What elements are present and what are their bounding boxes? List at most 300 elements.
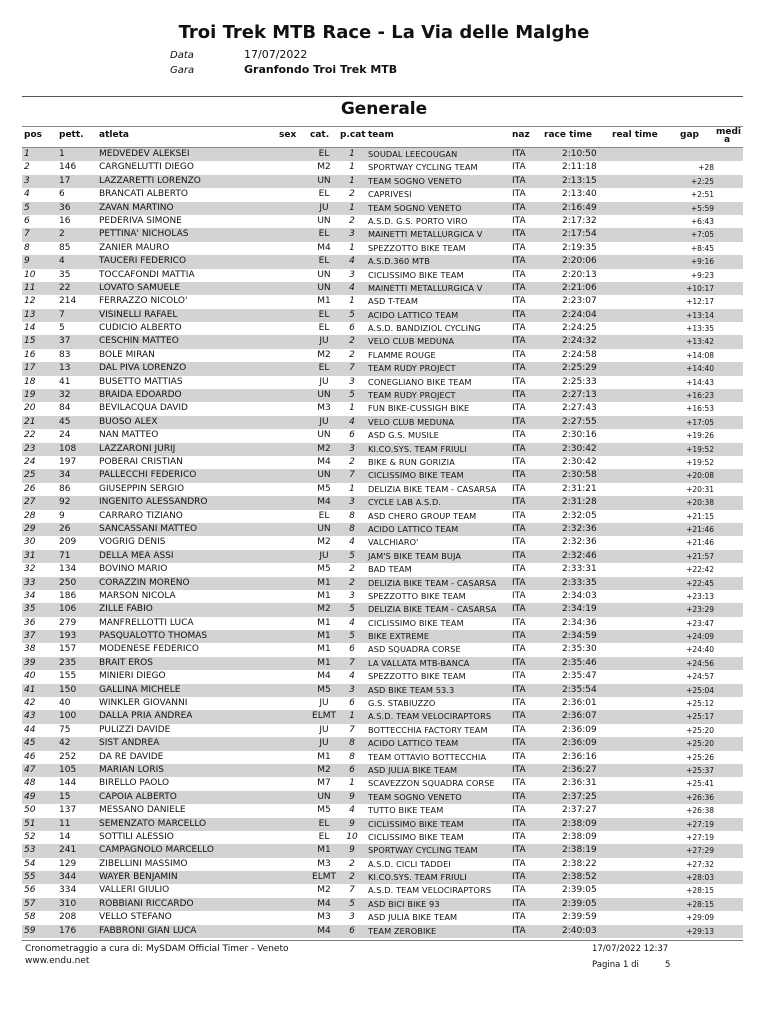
table-row: [22, 362, 743, 375]
row-category: M1: [317, 577, 331, 588]
row-category-rank: 6: [349, 644, 355, 655]
row-bib: 241: [59, 845, 77, 856]
row-team: MAINETTI METALLURGICA V: [368, 282, 483, 293]
row-gap: +21:46: [686, 524, 714, 534]
row-category-rank: 2: [349, 456, 355, 467]
row-category: EL: [318, 149, 330, 159]
table-row: [22, 443, 743, 456]
row-race-time: 2:34:36: [562, 617, 597, 628]
row-athlete: GIUSEPPIN SERGIO: [99, 483, 185, 494]
table-row: [22, 148, 743, 161]
table-row: [22, 603, 743, 616]
row-nation: ITA: [512, 296, 526, 307]
row-category-rank: 1: [349, 162, 355, 173]
row-gap: +23:47: [686, 618, 714, 628]
row-nation: ITA: [512, 215, 526, 226]
row-gap: +28:15: [686, 899, 714, 909]
table-row: [22, 777, 743, 790]
col-naz: naz: [512, 130, 530, 140]
row-category: JU: [319, 550, 329, 561]
row-pos: 57: [24, 898, 36, 909]
row-athlete: BEVILACQUA DAVID: [99, 403, 188, 414]
row-race-time: 2:37:25: [562, 791, 597, 802]
row-nation: ITA: [512, 202, 526, 213]
row-athlete: SOTTILI ALESSIO: [99, 831, 174, 842]
row-team: CICLISSIMO BIKE TEAM: [368, 470, 464, 481]
row-category: UN: [317, 523, 331, 534]
row-nation: ITA: [512, 805, 526, 816]
row-athlete: LOVATO SAMUELE: [99, 282, 180, 293]
row-team: TEAM OTTAVIO BOTTECCHIA: [368, 751, 487, 762]
row-category: EL: [318, 818, 330, 829]
col-pos: pos: [24, 130, 42, 140]
table-row: [22, 858, 743, 871]
page-title: Troi Trek MTB Race - La Via delle Malghe: [178, 22, 590, 43]
row-race-time: 2:13:40: [562, 189, 597, 200]
row-pos: 39: [24, 657, 36, 668]
row-category-rank: 10: [346, 831, 358, 842]
row-gap: +14:08: [686, 350, 714, 360]
row-team: FLAMME ROUGE: [368, 349, 436, 360]
row-gap: +25:12: [686, 699, 714, 709]
row-pos: 43: [24, 711, 36, 722]
row-nation: ITA: [512, 497, 526, 508]
row-gap: +21:57: [686, 551, 714, 561]
row-gap: +26:36: [686, 792, 714, 802]
table-row: [22, 577, 743, 590]
row-team: VALCHIARO': [368, 537, 419, 548]
row-athlete: WAYER BENJAMIN: [99, 872, 178, 883]
row-bib: 106: [59, 604, 77, 615]
row-athlete: CAPOIA ALBERTO: [99, 791, 177, 802]
row-nation: ITA: [512, 858, 526, 869]
row-gap: +24:40: [686, 645, 714, 655]
row-bib: 40: [59, 698, 71, 709]
row-category: M5: [317, 483, 331, 494]
row-category: UN: [317, 215, 331, 226]
row-team: TEAM SOGNO VENETO: [368, 791, 462, 802]
row-team: TEAM SOGNO VENETO: [368, 202, 462, 213]
row-gap: +25:37: [686, 765, 714, 775]
row-nation: ITA: [512, 336, 526, 347]
row-gap: +19:52: [686, 457, 714, 467]
row-athlete: VOGRIG DENIS: [99, 537, 166, 548]
row-bib: 14: [59, 831, 71, 842]
row-race-time: 2:38:19: [562, 845, 597, 856]
row-athlete: BOLE MIRAN: [99, 349, 155, 360]
table-row: [22, 309, 743, 322]
row-pos: 13: [24, 309, 36, 320]
row-team: ACIDO LATTICO TEAM: [368, 738, 459, 749]
row-pos: 23: [24, 443, 36, 454]
row-gap: +29:09: [686, 913, 714, 923]
row-pos: 48: [24, 778, 36, 789]
row-bib: 16: [59, 215, 71, 226]
row-gap: +2:51: [690, 190, 714, 200]
row-athlete: TAUCERI FEDERICO: [99, 256, 187, 267]
row-nation: ITA: [512, 912, 526, 923]
row-nation: ITA: [512, 189, 526, 200]
row-race-time: 2:23:07: [562, 296, 597, 307]
row-category-rank: 6: [349, 323, 355, 334]
row-race-time: 2:32:05: [562, 510, 597, 521]
col-cat: cat.: [310, 130, 330, 140]
row-race-time: 2:30:42: [562, 443, 597, 454]
row-category: M1: [317, 751, 331, 762]
row-athlete: CORAZZIN MORENO: [99, 577, 190, 588]
row-category: JU: [319, 376, 329, 387]
row-gap: +5:59: [690, 203, 714, 213]
row-athlete: VELLO STEFANO: [99, 912, 172, 923]
row-category: M5: [317, 564, 331, 575]
row-athlete: PASQUALOTTO THOMAS: [99, 631, 208, 642]
row-category-rank: 5: [349, 550, 355, 561]
row-category-rank: 1: [349, 242, 355, 253]
row-team: BIKE & RUN GORIZIA: [368, 456, 455, 467]
row-nation: ITA: [512, 898, 526, 909]
row-category-rank: 3: [349, 443, 355, 454]
row-gap: +27:29: [686, 846, 714, 856]
row-pos: 49: [24, 791, 36, 802]
table-row: [22, 818, 743, 831]
row-race-time: 2:30:16: [562, 430, 597, 441]
row-pos: 16: [24, 349, 36, 360]
row-pos: 17: [24, 363, 36, 374]
row-bib: 42: [59, 738, 71, 749]
row-pos: 6: [24, 215, 30, 226]
row-race-time: 2:32:36: [562, 523, 597, 534]
row-gap: +12:17: [686, 297, 714, 307]
row-team: SPEZZOTTO BIKE TEAM: [368, 590, 466, 601]
row-bib: 310: [59, 898, 77, 909]
row-nation: ITA: [512, 162, 526, 173]
row-pos: 42: [24, 698, 36, 709]
row-athlete: SANCASSANI MATTEO: [99, 523, 198, 534]
row-bib: 71: [59, 550, 71, 561]
row-athlete: TOCCAFONDI MATTIA: [99, 269, 195, 280]
row-category: EL: [318, 309, 330, 320]
row-category: M1: [317, 845, 331, 856]
row-category-rank: 8: [349, 751, 355, 762]
row-category: M2: [317, 885, 331, 896]
row-race-time: 2:35:54: [562, 684, 597, 695]
row-category-rank: 2: [349, 349, 355, 360]
row-team: SPORTWAY CYCLING TEAM: [368, 162, 478, 173]
row-pos: 35: [24, 604, 36, 615]
row-pos: 25: [24, 470, 36, 481]
print-timestamp: 17/07/2022 12:37: [592, 944, 669, 954]
row-team: CICLISSIMO BIKE TEAM: [368, 831, 464, 842]
row-nation: ITA: [512, 577, 526, 588]
row-gap: +13:35: [686, 324, 714, 334]
row-gap: +29:13: [686, 926, 714, 936]
row-athlete: CARRARO TIZIANO: [99, 510, 183, 521]
row-category-rank: 6: [349, 430, 355, 441]
row-nation: ITA: [512, 323, 526, 334]
row-race-time: 2:30:58: [562, 470, 597, 481]
row-bib: 105: [59, 764, 77, 775]
row-team: A.S.D. TEAM VELOCIRAPTORS: [368, 885, 492, 896]
row-team: TEAM SOGNO VENETO: [368, 175, 462, 186]
table-row: [22, 215, 743, 228]
row-athlete: MARSON NICOLA: [99, 590, 176, 601]
footer-divider: [22, 940, 743, 941]
table-row: [22, 269, 743, 282]
row-category: ELMT: [312, 711, 336, 722]
row-bib: 24: [59, 430, 71, 441]
row-race-time: 2:39:59: [562, 912, 597, 923]
row-athlete: SIST ANDREA: [99, 738, 160, 749]
row-athlete: BOVINO MARIO: [99, 564, 168, 575]
row-gap: +19:52: [686, 444, 714, 454]
row-bib: 334: [59, 885, 77, 896]
row-gap: +9:16: [690, 257, 714, 267]
row-bib: 252: [59, 751, 77, 762]
row-gap: +25:41: [686, 779, 714, 789]
row-category: UN: [317, 430, 331, 441]
row-athlete: FERRAZZO NICOLO': [99, 296, 188, 307]
row-athlete: MEDVEDEV ALEKSEI: [99, 149, 190, 159]
row-race-time: 2:31:21: [562, 483, 597, 494]
row-nation: ITA: [512, 644, 526, 655]
row-bib: 15: [59, 791, 71, 802]
table-row: [22, 389, 743, 402]
row-athlete: MANFRELLOTTI LUCA: [99, 617, 194, 628]
row-race-time: 2:37:27: [562, 805, 597, 816]
row-pos: 31: [24, 550, 36, 561]
row-bib: 137: [59, 805, 77, 816]
website-link[interactable]: www.endu.net: [25, 956, 90, 966]
row-race-time: 2:36:09: [562, 738, 597, 749]
race-value: Granfondo Troi Trek MTB: [244, 63, 398, 76]
row-team: DELIZIA BIKE TEAM - CASARSA: [368, 577, 497, 588]
row-gap: +25:04: [686, 685, 714, 695]
row-gap: +14:43: [686, 377, 714, 387]
row-bib: 6: [59, 189, 65, 200]
table-row: [22, 630, 743, 643]
col-sex: sex: [279, 130, 297, 140]
table-row: [22, 483, 743, 496]
row-pos: 33: [24, 577, 36, 588]
row-bib: 193: [59, 631, 77, 642]
row-team: ASD T-TEAM: [368, 296, 418, 307]
table-row: [22, 242, 743, 255]
row-race-time: 2:36:07: [562, 711, 597, 722]
row-category: M4: [317, 671, 331, 682]
col-pett: pett.: [59, 130, 84, 140]
row-race-time: 2:36:16: [562, 751, 597, 762]
row-team: A.S.D. TEAM VELOCIRAPTORS: [368, 711, 492, 722]
table-row: [22, 282, 743, 295]
row-nation: ITA: [512, 229, 526, 240]
row-category-rank: 3: [349, 269, 355, 280]
row-category: EL: [318, 229, 330, 240]
col-gap: gap: [680, 130, 699, 140]
table-row: [22, 844, 743, 857]
row-team: CYCLE LAB A.S.D.: [368, 497, 442, 508]
row-category-rank: 7: [349, 885, 355, 896]
row-athlete: LAZZARETTI LORENZO: [99, 175, 201, 186]
row-bib: 92: [59, 497, 71, 508]
row-athlete: BRANCATI ALBERTO: [99, 189, 188, 200]
row-pos: 14: [24, 323, 36, 334]
row-pos: 18: [24, 376, 36, 387]
table-row: [22, 456, 743, 469]
row-nation: ITA: [512, 872, 526, 883]
row-athlete: BUSETTO MATTIAS: [99, 376, 183, 387]
row-bib: 2: [59, 229, 65, 240]
row-team: A.S.D. G.S. PORTO VIRO: [368, 215, 468, 226]
row-team: MAINETTI METALLURGICA V: [368, 229, 483, 240]
row-gap: +6:43: [690, 216, 714, 226]
row-team: DELIZIA BIKE TEAM - CASARSA: [368, 483, 497, 494]
row-race-time: 2:35:46: [562, 657, 597, 668]
row-race-time: 2:31:28: [562, 497, 597, 508]
row-race-time: 2:40:03: [562, 925, 597, 936]
row-pos: 3: [24, 175, 30, 186]
row-athlete: CAMPAGNOLO MARCELLO: [99, 845, 214, 856]
row-category: M2: [317, 764, 331, 775]
row-gap: +22:42: [686, 565, 714, 575]
row-category-rank: 3: [349, 376, 355, 387]
row-nation: ITA: [512, 309, 526, 320]
row-gap: +21:46: [686, 538, 714, 548]
row-athlete: NAN MATTEO: [99, 430, 159, 441]
table-row: [22, 402, 743, 415]
row-category: M1: [317, 590, 331, 601]
row-athlete: VALLERI GIULIO: [99, 885, 170, 896]
row-team: CICLISSIMO BIKE TEAM: [368, 617, 464, 628]
row-category: JU: [319, 416, 329, 427]
section-title: Generale: [340, 99, 428, 119]
row-category-rank: 8: [349, 523, 355, 534]
row-category: M3: [317, 858, 331, 869]
row-bib: 100: [59, 711, 77, 722]
row-pos: 50: [24, 805, 36, 816]
row-gap: +21:15: [686, 511, 714, 521]
table-row: [22, 563, 743, 576]
row-nation: ITA: [512, 791, 526, 802]
row-pos: 34: [24, 590, 36, 601]
row-pos: 32: [24, 564, 36, 575]
row-athlete: INGENITO ALESSANDRO: [99, 497, 208, 508]
row-athlete: DA RE DAVIDE: [99, 751, 164, 762]
row-category: M5: [317, 684, 331, 695]
row-category: UN: [317, 269, 331, 280]
row-category-rank: 4: [349, 416, 355, 427]
row-nation: ITA: [512, 845, 526, 856]
row-race-time: 2:30:42: [562, 456, 597, 467]
row-gap: +25:20: [686, 739, 714, 749]
row-pos: 51: [24, 818, 36, 829]
row-team: SOUDAL LEECOUGAN: [368, 149, 458, 159]
row-team: A.S.D.360 MTB: [368, 256, 430, 267]
row-team: VELO CLUB MEDUNA: [368, 416, 455, 427]
col-team: team: [368, 130, 394, 140]
row-pos: 5: [24, 202, 30, 213]
header-divider: [22, 96, 743, 97]
row-nation: ITA: [512, 430, 526, 441]
row-pos: 19: [24, 390, 36, 401]
row-team: FUN BIKE-CUSSIGH BIKE: [368, 403, 470, 414]
table-row: [22, 643, 743, 656]
row-category-rank: 8: [349, 510, 355, 521]
table-row: [22, 255, 743, 268]
row-athlete: CESCHIN MATTEO: [99, 336, 179, 347]
row-race-time: 2:35:47: [562, 671, 597, 682]
row-bib: 279: [59, 617, 77, 628]
row-athlete: VISINELLI RAFAEL: [99, 309, 178, 320]
row-team: TEAM RUDY PROJECT: [368, 363, 456, 374]
row-category: M3: [317, 912, 331, 923]
row-race-time: 2:25:29: [562, 363, 597, 374]
row-bib: 5: [59, 323, 65, 334]
row-race-time: 2:19:35: [562, 242, 597, 253]
row-pos: 41: [24, 684, 36, 695]
row-category: UN: [317, 791, 331, 802]
table-row: [22, 510, 743, 523]
table-row: [22, 751, 743, 764]
row-pos: 4: [24, 189, 30, 200]
row-category: EL: [318, 363, 330, 374]
row-team: CICLISSIMO BIKE TEAM: [368, 818, 464, 829]
page-indicator: Pagina 1 di: [592, 960, 639, 970]
row-nation: ITA: [512, 764, 526, 775]
col-media: medi a: [716, 127, 742, 145]
row-nation: ITA: [512, 778, 526, 789]
row-category: ELMT: [312, 872, 336, 883]
row-race-time: 2:38:09: [562, 831, 597, 842]
row-category: M1: [317, 296, 331, 307]
row-race-time: 2:24:25: [562, 323, 597, 334]
row-athlete: DAL PIVA LORENZO: [99, 363, 187, 374]
row-category-rank: 5: [349, 898, 355, 909]
row-athlete: CARGNELUTTI DIEGO: [99, 162, 194, 173]
row-bib: 208: [59, 912, 77, 923]
row-nation: ITA: [512, 390, 526, 401]
row-category: M1: [317, 617, 331, 628]
table-row: [22, 684, 743, 697]
row-gap: +25:26: [686, 752, 714, 762]
row-team: KI.CO.SYS. TEAM FRIULI: [368, 872, 467, 883]
row-team: ACIDO LATTICO TEAM: [368, 523, 459, 534]
row-race-time: 2:33:35: [562, 577, 597, 588]
table-row: [22, 791, 743, 804]
row-gap: +13:14: [686, 310, 714, 320]
row-athlete: ZANIER MAURO: [99, 242, 170, 253]
row-pos: 54: [24, 858, 36, 869]
row-pos: 30: [24, 537, 36, 548]
row-nation: ITA: [512, 403, 526, 414]
row-athlete: PEDERIVA SIMONE: [99, 215, 182, 226]
row-nation: ITA: [512, 242, 526, 253]
row-category-rank: 7: [349, 657, 355, 668]
row-bib: 26: [59, 523, 71, 534]
row-team: BOTTECCHIA FACTORY TEAM: [368, 724, 488, 735]
row-nation: ITA: [512, 751, 526, 762]
row-bib: 4: [59, 256, 65, 267]
row-gap: +17:05: [686, 417, 714, 427]
row-athlete: MODENESE FEDERICO: [99, 644, 199, 655]
row-category: EL: [318, 831, 330, 842]
row-bib: 45: [59, 416, 71, 427]
row-athlete: BRAIDA EDOARDO: [99, 390, 182, 401]
table-row: [22, 670, 743, 683]
row-category-rank: 4: [349, 617, 355, 628]
row-nation: ITA: [512, 456, 526, 467]
row-race-time: 2:17:54: [562, 229, 597, 240]
row-category: EL: [318, 189, 330, 200]
